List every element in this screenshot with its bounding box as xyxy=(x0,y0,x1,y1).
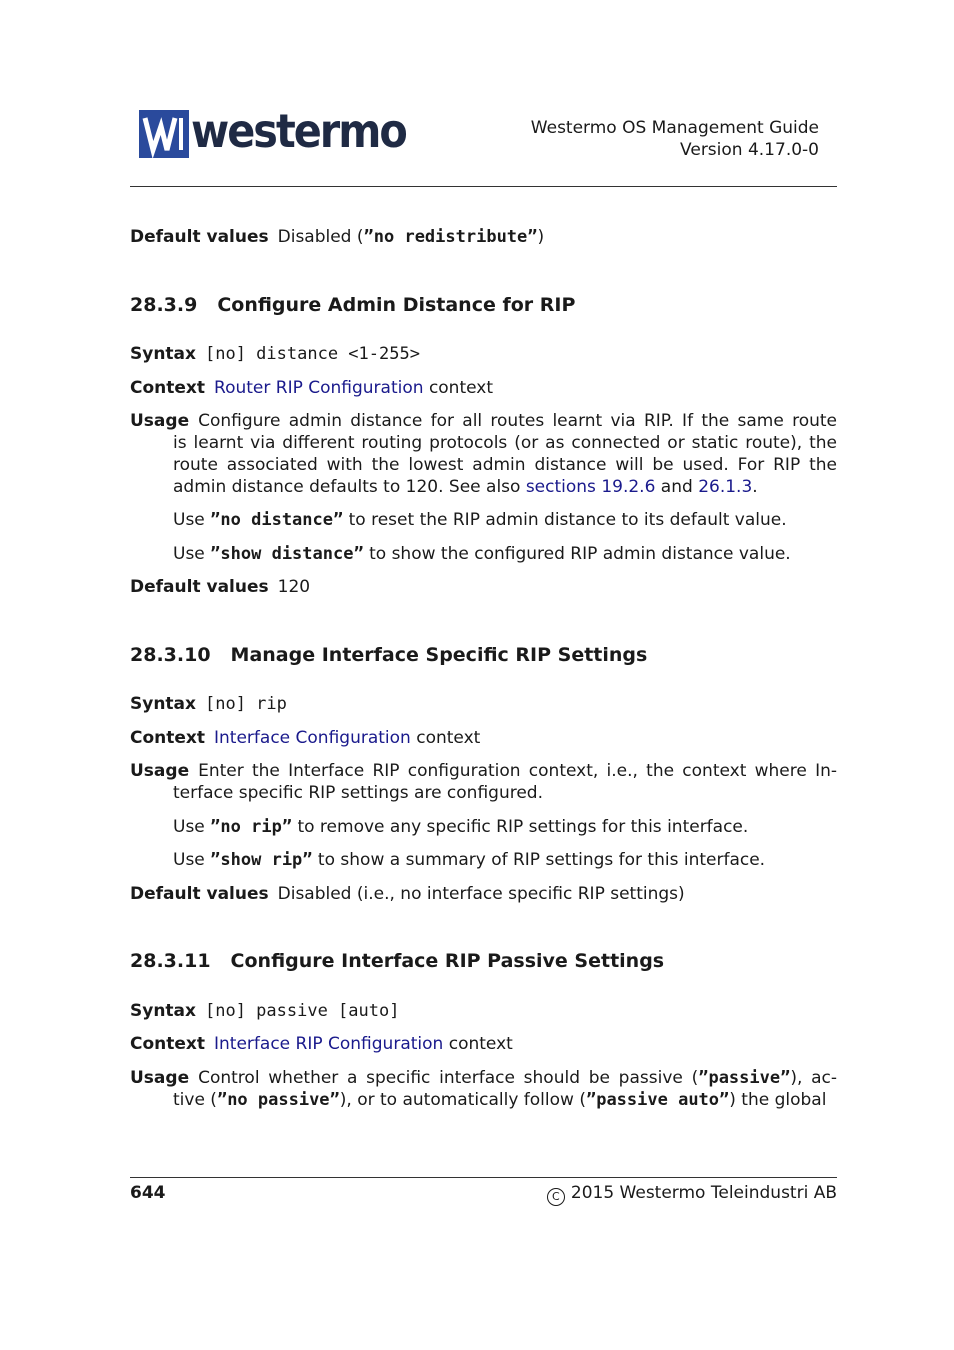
s11-usage-line-1: Usage Control whether a specific interface should be passive (”passive”), ac- xyxy=(130,1068,838,1088)
router-rip-configuration-link[interactable]: Router RIP Configuration xyxy=(214,378,424,398)
doc-title: Westermo OS Management Guide xyxy=(530,118,819,138)
s10-usage-line-2: terface specific RIP settings are configured. xyxy=(173,783,543,803)
logo xyxy=(139,104,406,158)
s10-syntax: Syntax [no] rip xyxy=(130,694,287,714)
sections-19-2-6-link[interactable]: sections 19.2.6 xyxy=(525,477,656,497)
s9-usage-line-1: Usage Configure admin distance for all routes learnt via RIP. If the same route xyxy=(130,411,837,431)
s10-use-show-rip: Use ”show rip” to show a summary of RIP settings for this interface. xyxy=(173,850,766,870)
s9-syntax: Syntax [no] distance <1-255> xyxy=(130,344,420,364)
s11-syntax: Syntax [no] passive [auto] xyxy=(130,1001,400,1021)
interface-rip-configuration-link[interactable]: Interface RIP Configuration xyxy=(214,1034,444,1054)
s9-usage-line-2: is learnt via different routing protocols (or as connected or static route), the xyxy=(173,433,837,453)
header-rule xyxy=(130,186,837,187)
s9-usage-line-4: admin distance defaults to 120. See also sections 19.2.6 and 26.1.3. xyxy=(173,477,758,497)
section-heading-28-3-10: 28.3.10 Manage Interface Specific RIP Settings xyxy=(130,644,648,666)
copyright-icon: C xyxy=(547,1188,565,1206)
s11-usage-line-2: tive (”no passive”), or to automatically follow (”passive auto”) the global xyxy=(173,1090,827,1110)
doc-version: Version 4.17.0-0 xyxy=(680,140,819,160)
s9-context: Context Router RIP Configuration context xyxy=(130,378,494,398)
s10-use-no-rip: Use ”no rip” to remove any specific RIP settings for this interface. xyxy=(173,817,749,837)
westermo-logo-icon xyxy=(139,110,189,158)
s11-context: Context Interface RIP Configuration context xyxy=(130,1034,513,1054)
s10-context: Context Interface Configuration context xyxy=(130,728,481,748)
section-heading-28-3-9: 28.3.9 Configure Admin Distance for RIP xyxy=(130,294,576,316)
s9-use-show-distance: Use ”show distance” to show the configured RIP admin distance value. xyxy=(173,544,791,564)
interface-configuration-link[interactable]: Interface Configuration xyxy=(214,728,411,748)
section-heading-28-3-11: 28.3.11 Configure Interface RIP Passive Settings xyxy=(130,950,665,972)
copyright: C 2015 Westermo Teleindustri AB xyxy=(547,1182,837,1206)
top-default-values: Default values Disabled (”no redistribute”) xyxy=(130,227,545,247)
s9-default-values: Default values 120 xyxy=(130,577,311,597)
logo-wordmark: westermo xyxy=(191,104,406,158)
section-26-1-3-link[interactable]: 26.1.3 xyxy=(698,477,753,497)
s10-usage-line-1: Usage Enter the Interface RIP configuration context, i.e., the context where In- xyxy=(130,761,837,781)
s9-use-no-distance: Use ”no distance” to reset the RIP admin distance to its default value. xyxy=(173,510,787,530)
footer-rule xyxy=(130,1177,837,1178)
page-number: 644 xyxy=(130,1183,166,1203)
s9-usage-line-3: route associated with the lowest admin distance will be used. For RIP the xyxy=(173,455,837,475)
s10-default-values: Default values Disabled (i.e., no interface specific RIP settings) xyxy=(130,884,685,904)
